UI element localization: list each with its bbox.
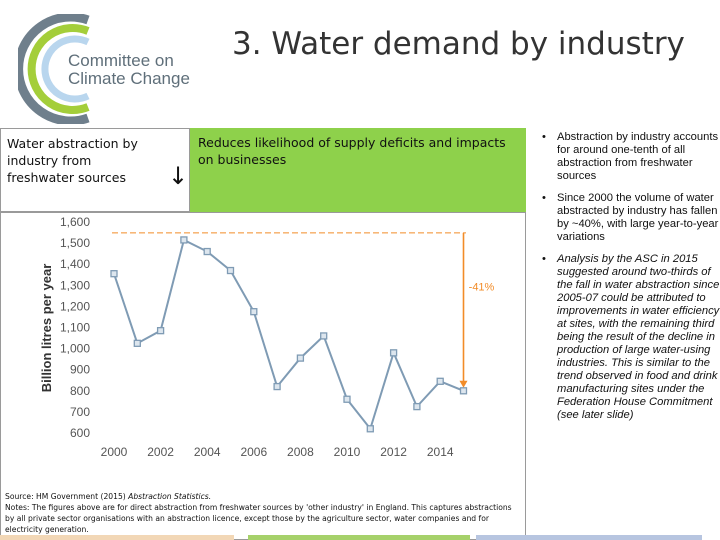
logo-text bbox=[68, 52, 190, 88]
data-point bbox=[321, 333, 327, 339]
y-tick-label: 1,600 bbox=[59, 215, 90, 229]
data-point bbox=[251, 309, 257, 315]
source-notes bbox=[5, 491, 520, 535]
source-notes-text: Notes: The figures above are for direct abstraction from freshwater sources by 'other industry' in England. This captures abstractions by all private sector organisations with an abstraction licence, except those by the agriculture sector, water companies and for electricity generation. bbox=[5, 503, 512, 534]
y-tick-label: 1,000 bbox=[59, 341, 90, 356]
y-tick-label: 700 bbox=[69, 404, 90, 419]
bottom-bar-segment-3 bbox=[476, 535, 702, 540]
data-point bbox=[181, 237, 187, 243]
data-point bbox=[228, 268, 234, 274]
data-point bbox=[274, 384, 280, 390]
key-points-list bbox=[540, 131, 720, 431]
key-point: • Abstraction by industry accounts for around one-tenth of all abstraction from freshwater sources bbox=[540, 131, 720, 183]
data-point bbox=[461, 388, 467, 394]
impact-outcome-box bbox=[190, 128, 526, 212]
key-point: • Since 2000 the volume of water abstracted by industry has fallen by ~40%, with large year-to-year variations bbox=[540, 192, 720, 244]
page-title: 3. Water demand by industry bbox=[232, 26, 685, 62]
data-point bbox=[134, 340, 140, 346]
x-tick-label: 2014 bbox=[426, 445, 454, 459]
x-tick-label: 2000 bbox=[100, 445, 128, 459]
data-point bbox=[204, 249, 210, 255]
source-title: Abstraction Statistics. bbox=[128, 492, 212, 501]
data-point bbox=[158, 328, 164, 334]
source-prefix: Source: HM Government (2015) bbox=[5, 492, 129, 501]
y-tick-label: 900 bbox=[69, 362, 90, 377]
x-tick-label: 2010 bbox=[333, 445, 361, 459]
data-point bbox=[437, 378, 443, 384]
data-point bbox=[367, 426, 373, 432]
x-tick-label: 2008 bbox=[287, 445, 314, 459]
bottom-bar-segment-2 bbox=[248, 535, 470, 540]
decline-arrow-head bbox=[460, 381, 468, 388]
data-point bbox=[391, 350, 397, 356]
y-axis-label: Billion litres per year bbox=[39, 263, 54, 393]
impact-outcome-text: Reduces likelihood of supply deficits and impacts on businesses bbox=[198, 135, 506, 167]
y-tick-label: 1,100 bbox=[59, 320, 90, 335]
y-tick-label: 600 bbox=[69, 426, 90, 440]
data-point bbox=[111, 271, 117, 277]
y-tick-label: 1,200 bbox=[59, 299, 90, 314]
data-point bbox=[297, 355, 303, 361]
y-tick-label: 800 bbox=[69, 383, 90, 398]
arrow-down-icon: ↓ bbox=[168, 162, 189, 190]
data-point bbox=[344, 396, 350, 402]
data-point bbox=[414, 404, 420, 410]
y-tick-label: 1,400 bbox=[59, 257, 90, 272]
line-chart bbox=[0, 212, 526, 492]
x-tick-label: 2004 bbox=[193, 445, 221, 459]
logo-line-1: Committee on bbox=[68, 51, 174, 70]
decline-annotation: -41% bbox=[468, 281, 495, 294]
impact-source-text: Water abstraction by industry from freshwater sources bbox=[7, 136, 138, 185]
y-tick-label: 1,300 bbox=[59, 278, 90, 293]
logo-line-2: Climate Change bbox=[68, 69, 190, 88]
x-tick-label: 2002 bbox=[147, 445, 174, 459]
x-tick-label: 2006 bbox=[240, 445, 268, 459]
key-point: • Analysis by the ASC in 2015 suggested around two-thirds of the fall in water abstraction since 2005-07 could be attributed to improvements in water efficiency at sites, with the remaining third being the result of the decline in production of large water-using industries. This is similar to the trend observed in food and drink manufacturing sites under the Federation House Commitment (see later slide) bbox=[540, 253, 720, 422]
bottom-bar-segment-1 bbox=[0, 535, 234, 540]
impact-source-box bbox=[0, 128, 190, 212]
y-tick-label: 1,500 bbox=[59, 236, 90, 251]
series-line bbox=[114, 240, 464, 429]
x-tick-label: 2012 bbox=[380, 445, 407, 459]
